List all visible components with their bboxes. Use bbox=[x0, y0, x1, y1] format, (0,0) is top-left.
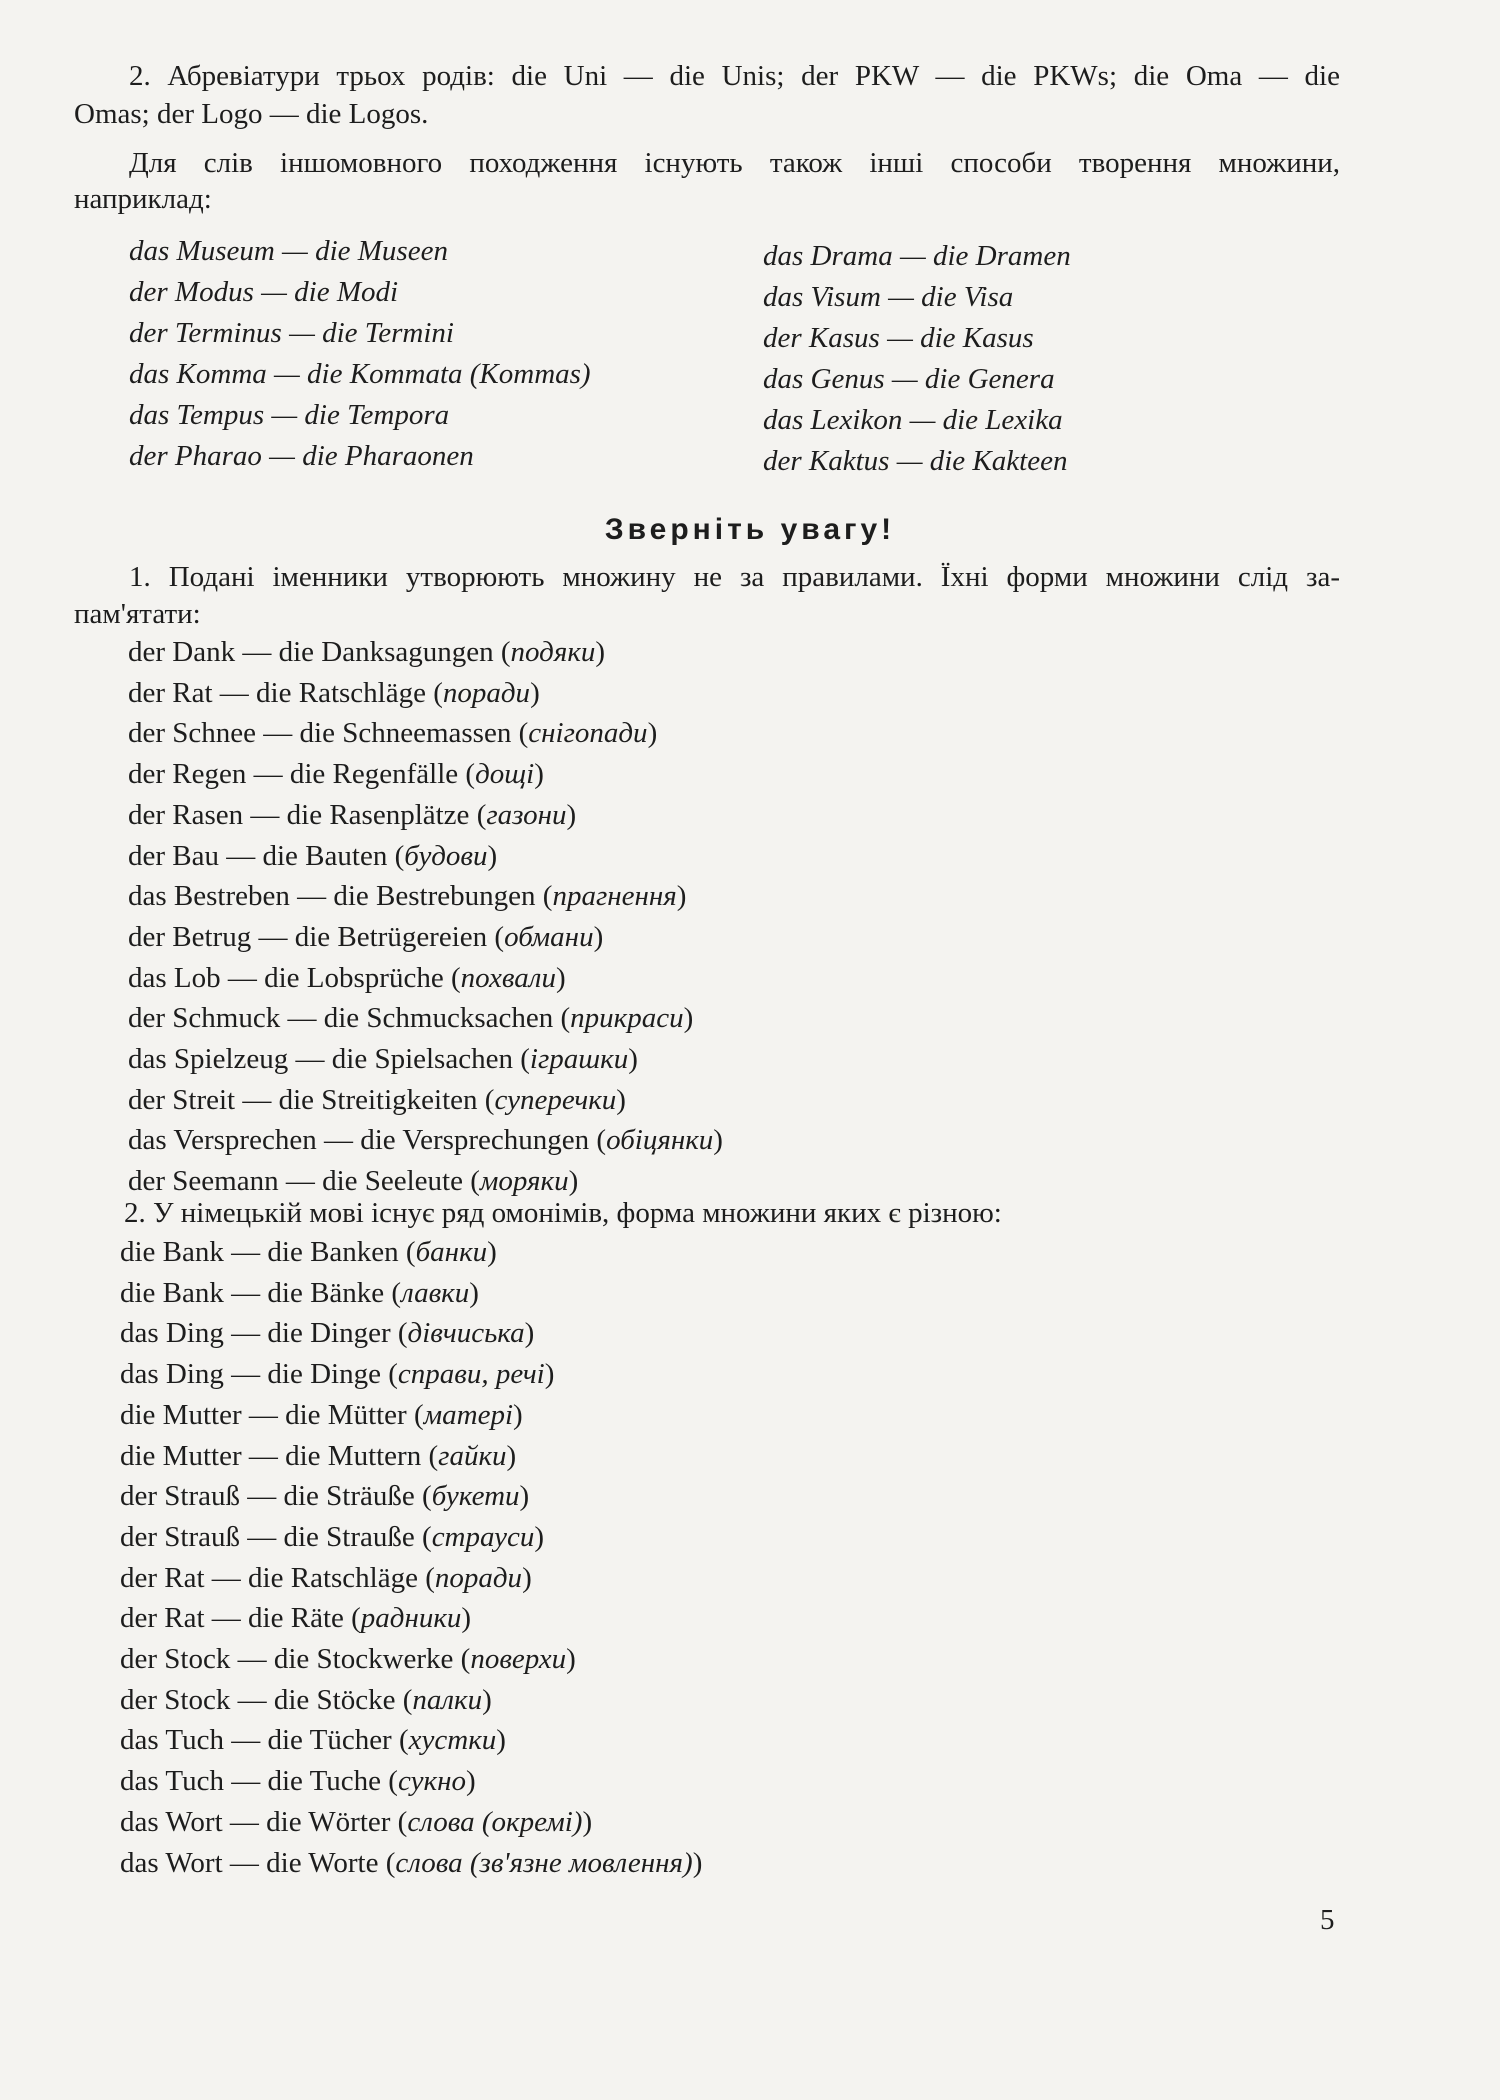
word-pair-row bbox=[120, 1517, 702, 1558]
translation: прикраси bbox=[570, 1002, 684, 1035]
word-pair: die Bank — die Bänke bbox=[120, 1276, 385, 1309]
irregular-note-line-2: пам'ятати: bbox=[74, 598, 201, 630]
paren-open: ( bbox=[406, 1398, 424, 1431]
word-pair-row bbox=[120, 1843, 702, 1884]
word-pair-row bbox=[120, 1720, 702, 1761]
word-pair: der Strauß — die Strauße bbox=[120, 1520, 415, 1553]
translation: поради bbox=[442, 676, 531, 709]
translation: банки bbox=[415, 1236, 488, 1268]
word-pair: das Spielzeug — die Spielsachen bbox=[128, 1043, 513, 1076]
paren-open: ( bbox=[381, 1765, 398, 1798]
paren-close: ) bbox=[647, 717, 658, 750]
word-pair-row bbox=[128, 632, 723, 673]
paren-open: ( bbox=[391, 1724, 409, 1757]
paren-close: ) bbox=[506, 1439, 517, 1472]
foreign-word-pair: das Genus — die Genera bbox=[763, 363, 1055, 395]
translation: радники bbox=[360, 1602, 462, 1635]
paren-close: ) bbox=[616, 1083, 626, 1116]
word-pair-row bbox=[128, 836, 723, 877]
paren-open: ( bbox=[390, 1317, 408, 1350]
paren-close: ) bbox=[530, 676, 540, 709]
translation: снігопади bbox=[528, 717, 648, 750]
word-pair-row bbox=[128, 795, 723, 836]
paren-open: ( bbox=[417, 1561, 435, 1594]
paren-open: ( bbox=[384, 1276, 402, 1309]
homonyms-note-line: 2. У німецькій мові існує ряд омонімів, форма множини яких є різною: bbox=[124, 1197, 1002, 1229]
translation: поради bbox=[434, 1561, 523, 1594]
word-pair: die Mutter — die Mütter bbox=[120, 1398, 407, 1431]
word-pair-row bbox=[128, 673, 723, 714]
foreign-word-pair: der Kasus — die Kasus bbox=[763, 322, 1034, 354]
translation: страуси bbox=[431, 1520, 535, 1553]
paren-close: ) bbox=[683, 1002, 694, 1035]
paren-open: ( bbox=[487, 920, 505, 953]
paren-open: ( bbox=[390, 1805, 408, 1838]
word-pair: der Seemann — die Seeleute bbox=[128, 1165, 463, 1198]
word-pair-row bbox=[128, 1120, 723, 1161]
irregular-plurals-list bbox=[128, 632, 723, 1202]
translation: обіцянки bbox=[606, 1124, 714, 1157]
paren-open: ( bbox=[458, 758, 476, 791]
word-pair-row bbox=[120, 1802, 702, 1843]
translation: хустки bbox=[408, 1724, 497, 1757]
paren-open: ( bbox=[589, 1124, 607, 1157]
paren-close: ) bbox=[534, 758, 544, 791]
paren-close: ) bbox=[465, 1765, 476, 1798]
paren-open: ( bbox=[378, 1846, 396, 1879]
paren-close: ) bbox=[566, 1643, 576, 1676]
word-pair: das Tuch — die Tuche bbox=[120, 1765, 382, 1798]
paren-open: ( bbox=[398, 1236, 416, 1268]
irregular-note-line-1: 1. Подані іменники утворюють множину не за правилами. Їхні форми множини слід за- bbox=[129, 561, 1340, 593]
paren-open: ( bbox=[425, 676, 443, 709]
paren-close: ) bbox=[461, 1602, 472, 1635]
translation: палки bbox=[412, 1683, 483, 1716]
foreign-word-pair: das Komma — die Kommata (Kommas) bbox=[129, 358, 591, 390]
paren-close: ) bbox=[534, 1520, 545, 1553]
paren-close: ) bbox=[595, 636, 606, 668]
word-pair-row bbox=[128, 1039, 723, 1080]
paren-open: ( bbox=[421, 1439, 439, 1472]
paren-close: ) bbox=[496, 1724, 506, 1757]
paren-close: ) bbox=[482, 1683, 492, 1716]
word-pair: die Bank — die Banken bbox=[120, 1236, 399, 1268]
foreign-words-right-column bbox=[763, 236, 1071, 482]
word-pair: der Regen — die Regenfälle bbox=[128, 758, 459, 791]
paren-close: ) bbox=[692, 1846, 703, 1879]
word-pair: das Wort — die Worte bbox=[120, 1846, 379, 1879]
paren-open: ( bbox=[535, 880, 553, 913]
foreign-word-pair: der Kaktus — die Kakteen bbox=[763, 445, 1068, 477]
word-pair-row bbox=[120, 1354, 702, 1395]
paren-open: ( bbox=[380, 1358, 398, 1391]
word-pair: der Bau — die Bauten bbox=[128, 839, 388, 872]
translation: газони bbox=[486, 798, 567, 831]
word-pair: der Strauß — die Sträuße bbox=[120, 1480, 415, 1513]
paren-open: ( bbox=[511, 717, 529, 750]
translation: іграшки bbox=[529, 1043, 629, 1076]
word-pair-row bbox=[120, 1761, 702, 1802]
word-pair-row bbox=[128, 998, 723, 1039]
paren-close: ) bbox=[487, 1236, 497, 1268]
word-pair-row bbox=[120, 1558, 702, 1599]
paren-close: ) bbox=[522, 1561, 532, 1594]
word-pair: das Ding — die Dinger bbox=[120, 1317, 391, 1350]
paren-close: ) bbox=[469, 1276, 479, 1309]
paren-open: ( bbox=[469, 798, 487, 831]
translation: слова (окремі) bbox=[407, 1805, 583, 1838]
translation: поверхи bbox=[470, 1643, 567, 1676]
word-pair-row bbox=[128, 917, 723, 958]
paren-close: ) bbox=[676, 880, 687, 913]
word-pair-row bbox=[120, 1273, 702, 1314]
translation: букети bbox=[431, 1480, 520, 1513]
paren-close: ) bbox=[582, 1805, 593, 1838]
paren-open: ( bbox=[414, 1520, 432, 1553]
word-pair-row bbox=[120, 1598, 702, 1639]
word-pair-row bbox=[128, 876, 723, 917]
translation: прагнення bbox=[552, 880, 677, 913]
paren-open: ( bbox=[443, 961, 461, 994]
paren-open: ( bbox=[343, 1602, 361, 1635]
foreign-word-pair: das Tempus — die Tempora bbox=[129, 399, 450, 431]
word-pair-row bbox=[128, 1080, 723, 1121]
word-pair-row bbox=[128, 754, 723, 795]
paren-close: ) bbox=[713, 1124, 723, 1157]
page-number: 5 bbox=[1320, 1904, 1335, 1936]
word-pair-row bbox=[120, 1395, 702, 1436]
paren-close: ) bbox=[519, 1480, 530, 1513]
paren-close: ) bbox=[487, 839, 498, 872]
foreign-word-pair: das Lexikon — die Lexika bbox=[763, 404, 1063, 436]
foreign-word-pair: das Visum — die Visa bbox=[763, 281, 1014, 313]
word-pair: das Tuch — die Tücher bbox=[120, 1724, 392, 1757]
translation: дівчиська bbox=[407, 1317, 525, 1350]
paren-open: ( bbox=[512, 1043, 530, 1076]
translation: будови bbox=[404, 839, 488, 872]
word-pair: der Stock — die Stöcke bbox=[120, 1683, 396, 1716]
word-pair: der Betrug — die Betrügereien bbox=[128, 920, 488, 953]
word-pair: die Mutter — die Muttern bbox=[120, 1439, 422, 1472]
foreign-word-pair: der Terminus — die Termini bbox=[129, 317, 454, 349]
word-pair-row bbox=[120, 1476, 702, 1517]
paren-open: ( bbox=[387, 839, 405, 872]
paren-close: ) bbox=[524, 1317, 535, 1350]
word-pair-row bbox=[120, 1313, 702, 1354]
paren-open: ( bbox=[463, 1165, 480, 1198]
foreign-words-left-column bbox=[129, 231, 591, 477]
paren-open: ( bbox=[453, 1643, 471, 1676]
paren-open: ( bbox=[414, 1480, 432, 1513]
word-pair: der Schnee — die Schneemassen bbox=[128, 717, 512, 750]
word-pair: der Rat — die Ratschläge bbox=[128, 676, 426, 709]
word-pair: der Rat — die Ratschläge bbox=[120, 1561, 418, 1594]
foreign-word-pair: der Modus — die Modi bbox=[129, 276, 399, 308]
translation: дощі bbox=[475, 758, 535, 791]
paragraph-foreign-words-line-1: Для слів іншомовного походження існують також інші способи творення множини, bbox=[129, 147, 1340, 179]
word-pair: der Rat — die Räte bbox=[120, 1602, 344, 1635]
word-pair-row bbox=[128, 958, 723, 999]
word-pair-row bbox=[120, 1680, 702, 1721]
foreign-word-pair: das Drama — die Dramen bbox=[763, 240, 1071, 272]
translation: гайки bbox=[438, 1439, 507, 1472]
word-pair: der Rasen — die Rasenplätze bbox=[128, 798, 470, 831]
word-pair: das Ding — die Dinge bbox=[120, 1358, 381, 1391]
homonym-plurals-list bbox=[120, 1232, 702, 1883]
word-pair-row bbox=[120, 1232, 702, 1273]
paren-close: ) bbox=[566, 798, 577, 831]
paren-close: ) bbox=[568, 1165, 579, 1198]
translation: лавки bbox=[401, 1276, 470, 1309]
translation: сукно bbox=[397, 1765, 466, 1798]
paren-open: ( bbox=[553, 1002, 571, 1035]
paren-close: ) bbox=[544, 1358, 555, 1391]
word-pair: das Bestreben — die Bestrebungen bbox=[128, 880, 536, 913]
paragraph-abbreviations-line-2: Omas; der Logo — die Logos. bbox=[74, 98, 429, 130]
word-pair: der Stock — die Stockwerke bbox=[120, 1643, 454, 1676]
foreign-word-pair: der Pharao — die Pharaonen bbox=[129, 440, 474, 472]
word-pair-row bbox=[120, 1639, 702, 1680]
foreign-word-pair: das Museum — die Museen bbox=[129, 235, 448, 267]
word-pair: das Versprechen — die Versprechungen bbox=[128, 1124, 590, 1157]
paren-close: ) bbox=[513, 1398, 523, 1431]
word-pair: der Schmuck — die Schmucksachen bbox=[128, 1002, 554, 1035]
word-pair: der Dank — die Danksagungen bbox=[128, 636, 494, 668]
paragraph-foreign-words-line-2: наприклад: bbox=[74, 183, 212, 215]
word-pair-row bbox=[120, 1436, 702, 1477]
translation: подяки bbox=[510, 636, 596, 668]
translation: моряки bbox=[479, 1165, 569, 1198]
paragraph-abbreviations-line-1: 2. Абревіатури трьох родів: die Uni — die Unis; der PKW — die PKWs; die Oma — die bbox=[129, 60, 1340, 92]
translation: справи, речі bbox=[397, 1358, 545, 1391]
paren-open: ( bbox=[477, 1083, 495, 1116]
paren-close: ) bbox=[555, 961, 566, 994]
translation: матері bbox=[423, 1398, 514, 1431]
translation: суперечки bbox=[494, 1083, 617, 1116]
word-pair: der Streit — die Streitigkeiten bbox=[128, 1083, 478, 1116]
word-pair: das Wort — die Wörter bbox=[120, 1805, 391, 1838]
paren-close: ) bbox=[593, 920, 604, 953]
paren-close: ) bbox=[628, 1043, 638, 1076]
word-pair: das Lob — die Lobsprüche bbox=[128, 961, 444, 994]
attention-heading: Зверніть увагу! bbox=[604, 513, 896, 546]
translation: обмани bbox=[504, 920, 594, 953]
paren-open: ( bbox=[395, 1683, 413, 1716]
translation: слова (зв'язне мовлення) bbox=[395, 1846, 693, 1879]
paren-open: ( bbox=[493, 636, 511, 668]
word-pair-row bbox=[128, 713, 723, 754]
translation: похвали bbox=[460, 961, 556, 994]
